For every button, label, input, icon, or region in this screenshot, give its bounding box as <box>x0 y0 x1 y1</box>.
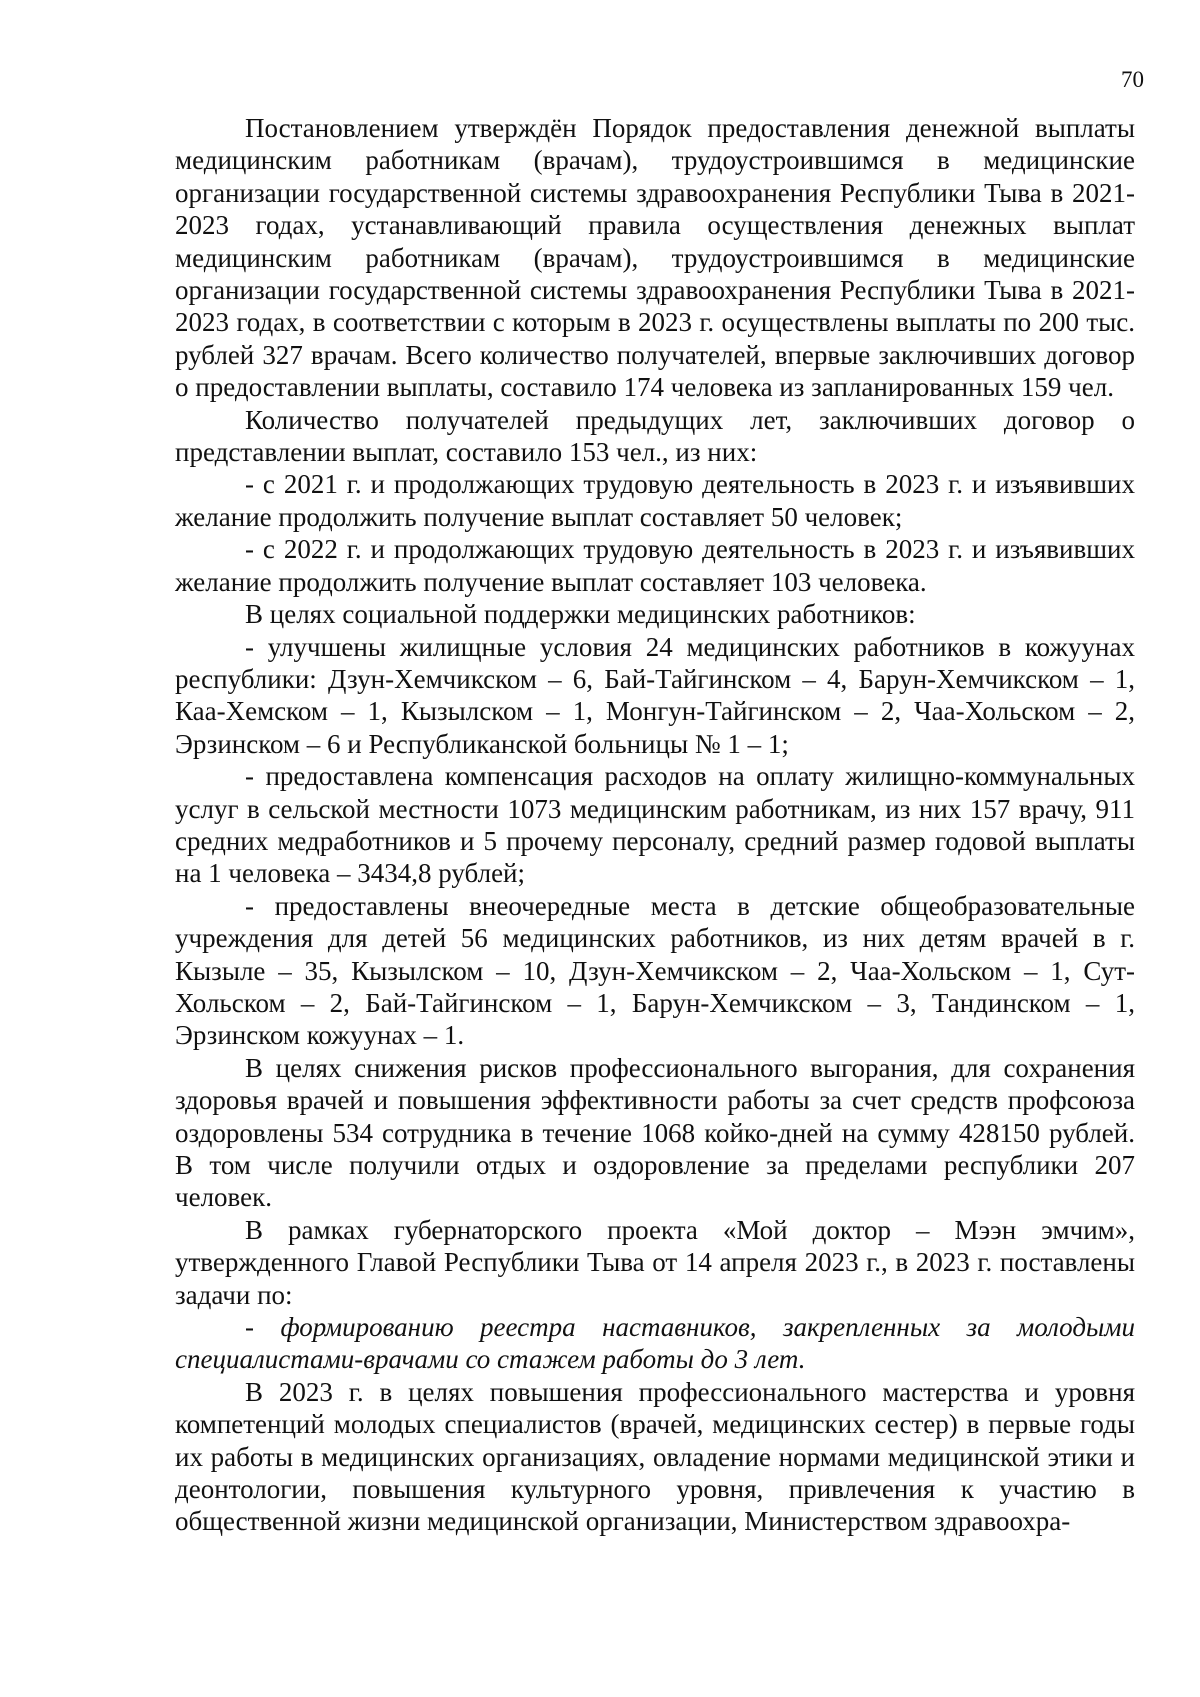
list-item-2022: - с 2022 г. и продолжающих трудовую деятельность в 2023 г. и изъявивших желание продолжить получение выплат составляет 103 человека. <box>175 534 1135 597</box>
paragraph-previous-recipients: Количество получателей предыдущих лет, заключивших договор о представлении выплат, составило 153 чел., из них: <box>175 404 1135 468</box>
list-item-mentor-registry: - формированию реестра наставников, закрепленных за молодыми специалистами-врачами со стажем работы до 3 лет. <box>175 1312 1135 1375</box>
list-item-utility-compensation: - предоставлена компенсация расходов на оплату жилищно-коммунальных услуг в сельской местности 1073 медицинским работникам, из них 157 врачу, 911 средних медработников и 5 прочему персоналу, средний размер годовой выплаты на 1 человека – 3434,8 рублей; <box>175 761 1135 889</box>
paragraph-professional-development: В 2023 г. в целях повышения профессионального мастерства и уровня компетенций молодых специалистов (врачей, медицинских сестер) в первые годы их работы в медицинских организациях, овладение нормами медицинской этики и деонтологии, повышения культурного уровня, привлечения к участию в общественной жизни медицинской организации, Министерством здравоохра- <box>175 1376 1135 1537</box>
list-item-2021: - с 2021 г. и продолжающих трудовую деятельность в 2023 г. и изъявивших желание продолжить получение выплат составляет 50 человек; <box>175 469 1135 532</box>
paragraph-social-support: В целях социальной поддержки медицинских работников: <box>245 599 916 630</box>
page-number: 70 <box>1121 67 1144 92</box>
list-item-housing: - улучшены жилищные условия 24 медицинских работников в кожуунах республики: Дзун-Хемчикском – 6, Бай-Тайгинском – 4, Барун-Хемчикском – 1, Каа-Хемском – 1, Кызылском – 1, Монгун-Тайгинском – 2, Чаа-Хольском – 2, Эрзинском – 6 и Республиканской больницы № 1 – 1; <box>175 631 1135 759</box>
paragraph-burnout-prevention: В целях снижения рисков профессионального выгорания, для сохранения здоровья врачей и повышения эффективности работы за счет средств профсоюза оздоровлены 534 сотрудника в течение 1068 койко-дней на сумму 428150 рублей. В том числе получили отдых и оздоровление за пределами республики 207 человек. <box>175 1052 1135 1213</box>
paragraph-payment-procedure: Постановлением утверждён Порядок предоставления денежной выплаты медицинским работникам (врачам), трудоустроившимся в медицинские организации государственной системы здравоохранения Республики Тыва в 2021-2023 годах, устанавливающий правила осуществления денежных выплат медицинским работникам (врачам), трудоустроившимся в медицинские организации государственной системы здравоохранения Республики Тыва в 2021-2023 годах, в соответствии с которым в 2023 г. осуществлены выплаты по 200 тыс. рублей 327 врачам. Всего количество получателей, впервые заключивших договор о предоставлении выплаты, составило 174 человека из запланированных 159 чел. <box>175 113 1135 403</box>
list-item-kindergarten-places: - предоставлены внеочередные места в детские общеобразовательные учреждения для детей 56 медицинских работников, из них детям врачей в г. Кызыле – 35, Кызылском – 10, Дзун-Хемчикском – 2, Чаа-Хольском – 1, Сут-Хольском – 2, Бай-Тайгинском – 1, Барун-Хемчикском – 3, Тандинском – 1, Эрзинском кожуунах – 1. <box>175 890 1135 1051</box>
paragraph-governor-project: В рамках губернаторского проекта «Мой доктор – Мээн эмчим», утвержденного Главой Республики Тыва от 14 апреля 2023 г., в 2023 г. поставлены задачи по: <box>175 1214 1135 1310</box>
document-body <box>175 112 1135 1538</box>
